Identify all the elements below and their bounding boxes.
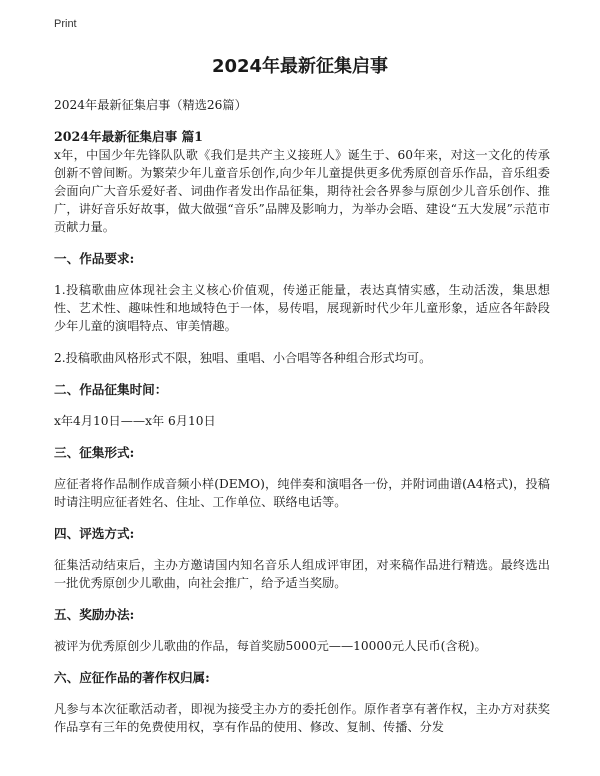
document-body <box>54 96 550 750</box>
print-link[interactable]: Print <box>54 18 77 30</box>
requirement-2: 2.投稿歌曲风格形式不限，独唱、重唱、小合唱等各种组合形式均可。 <box>54 351 432 365</box>
heading-form: 三、征集形式: <box>54 445 135 460</box>
intro-paragraph: x年，中国少年先锋队队歌《我们是共产主义接班人》诞生于、60年来，对这一文化的传承创新不曾间断。为繁荣少年儿童音乐创作,向少年儿童提供更多优秀原创音乐作品，音乐组委会面向广大音乐爱好者、词曲作者发出作品征集，期待社会各界参与原创少儿音乐创作、推广，讲好音乐好故事，做大做强“音乐”品牌及影响力，为举办会晤、建设“五大发展”示范市贡献力量。 <box>54 148 550 234</box>
heading-time: 二、作品征集时间： <box>54 382 168 397</box>
copyright-paragraph: 凡参与本次征歌活动者，即视为接受主办方的委托创作。原作者享有著作权，主办方对获奖作品享有三年的免费使用权，享有作品的使用、修改、复制、传播、分发 <box>54 702 550 734</box>
review-paragraph: 征集活动结束后，主办方邀请国内知名音乐人组成评审团，对来稿作品进行精选。最终选出一批优秀原创少儿歌曲，向社会推广，给予适当奖励。 <box>54 558 550 590</box>
time-paragraph: x年4月10日——x年 6月10日 <box>54 414 216 428</box>
heading-requirements: 一、作品要求: <box>54 251 135 266</box>
reward-paragraph: 被评为优秀原创少儿歌曲的作品，每首奖励5000元——10000元人民币(含税)。 <box>54 639 487 653</box>
form-paragraph: 应征者将作品制作成音频小样(DEMO)，纯伴奏和演唱各一份，并附词曲谱(A4格式)，投稿时请注明应征者姓名、住址、工作单位、联络电话等。 <box>54 477 550 509</box>
heading-copyright: 六、应征作品的著作权归属: <box>54 670 210 685</box>
requirement-1: 1.投稿歌曲应体现社会主义核心价值观，传递正能量，表达真情实感，生动活泼，集思想性、艺术性、趣味性和地域特色于一体，易传唱，展现新时代少年儿童形象，适应各年龄段少年儿童的演唱特点、审美情趣。 <box>54 283 550 333</box>
heading-review: 四、评选方式: <box>54 526 135 541</box>
section-title: 2024年最新征集启事 篇1 <box>54 129 203 144</box>
document-subtitle: 2024年最新征集启事（精选26篇） <box>54 98 247 112</box>
heading-reward: 五、奖励办法: <box>54 607 135 622</box>
page-title: 2024年最新征集启事 <box>211 56 389 77</box>
